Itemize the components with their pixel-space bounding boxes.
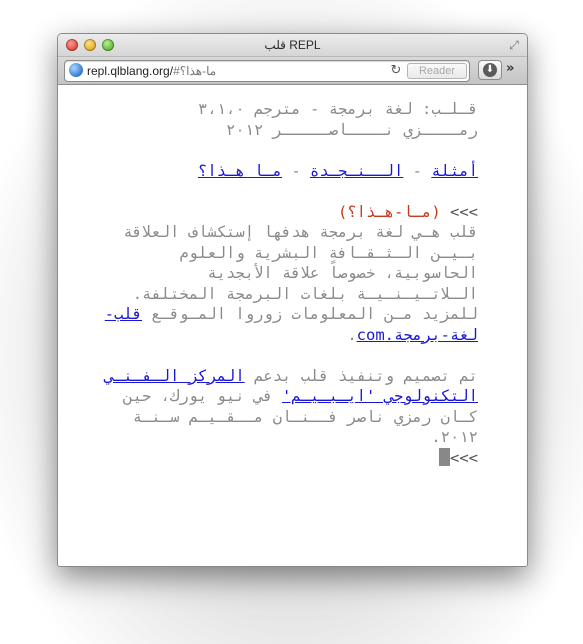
input-line [102, 448, 478, 469]
input-prompt: >>> [450, 448, 478, 467]
about-paragraph [102, 222, 478, 345]
downloads-button[interactable] [478, 60, 502, 80]
center-link[interactable]: المركز الـفـنـي التكنولوجي 'ايـبـيـم' [104, 366, 478, 405]
url-text[interactable] [87, 63, 216, 79]
site-link[interactable]: قلب-لغة-برمجة.com [104, 305, 478, 344]
about-link[interactable]: مـا هـذا؟ [198, 161, 282, 180]
repl-prompt: >>> [450, 202, 478, 221]
url-path: #ما-هذا؟ [173, 64, 217, 78]
nav-links [102, 161, 478, 182]
window-title: قلب REPL [264, 38, 321, 52]
download-icon: ⬇ [483, 63, 497, 77]
address-bar[interactable] [64, 60, 470, 82]
credits-paragraph [102, 366, 478, 448]
globe-icon [69, 63, 83, 77]
title-bar [58, 34, 527, 57]
help-link[interactable]: الــنـجـدة [310, 161, 404, 180]
toolbar-overflow-icon[interactable]: » [506, 61, 515, 76]
credits-text: تم تصميم وتنفيذ قلب بدعم [254, 366, 478, 385]
repl-input-cursor[interactable] [439, 448, 450, 466]
nav-separator: - [282, 161, 310, 180]
nav-separator: - [403, 161, 432, 180]
examples-link[interactable]: أمثلة [431, 161, 478, 180]
reload-icon[interactable]: ↻ [390, 63, 402, 78]
url-host: repl.qlblang.org/ [87, 64, 174, 78]
browser-toolbar [58, 57, 527, 85]
command-line [102, 202, 478, 223]
header-line-2: رمــــزي نــــاصـــــر ٢٠١٢ [226, 120, 478, 139]
page-content [58, 85, 527, 566]
browser-window [57, 33, 528, 567]
fullscreen-icon[interactable]: ⤢ [509, 38, 519, 52]
about-text: قلب هـي لغة برمجة هدفها إستكشاف العلاقة بـيـن الـثـقـافة البشرية والعلوم الحاسوبية، خصوصاً علاقة الأبجدية الـلاتـيـنـيـة بلغات البرمجة المختلفة. للمزيد مـن المعلومات زوروا المـوقـع [123, 223, 478, 323]
period: . [347, 325, 357, 344]
header-line-1: قـلـب: لغة برمجة - مترجم ٣،١،٠ [198, 100, 478, 118]
reader-button[interactable]: Reader [407, 63, 467, 79]
repl-output [102, 99, 478, 468]
command-text: (مـا-هـذا؟) [338, 202, 441, 221]
credits-text-end: في نيو يورك، حين كـان رمزي ناصر فــنـان مــقـيـم سـنـة ٢٠١٢. [123, 387, 478, 446]
